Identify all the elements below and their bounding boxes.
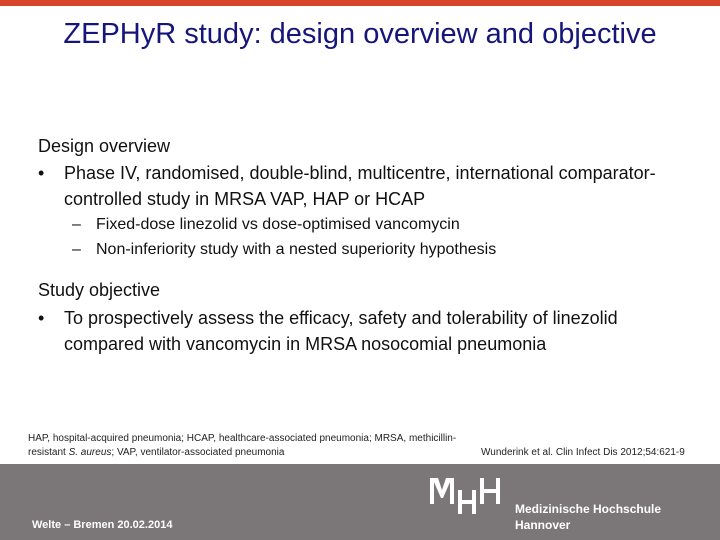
design-bullet (38, 160, 688, 212)
design-sub-item-text: Non-inferiority study with a nested superiority hypothesis (96, 241, 497, 258)
design-bullet-text: Phase IV, randomised, double-blind, multicentre, international comparator-controlled study in MRSA VAP, HAP or HCAP (64, 163, 656, 209)
dash-mark: – (72, 216, 81, 233)
objective-bullet-text: To prospectively assess the efficacy, safety and tolerability of linezolid compared with vancomycin in MRSA nosocomial pneumonia (64, 308, 618, 354)
study-objective-heading: Study objective (38, 280, 161, 300)
design-sub-item-text: Fixed-dose linezolid vs dose-optimised vancomycin (96, 216, 460, 233)
abbreviation-footnote (28, 432, 458, 460)
slide-title: ZEPHyR study: design overview and objective (63, 18, 657, 50)
reference-citation: Wunderink et al. Clin Infect Dis 2012;54:621-9 (481, 447, 685, 458)
institution-name-line1: Medizinische Hochschule (515, 502, 662, 516)
objective-bullet (38, 305, 688, 357)
institution-name-line2: Hannover (515, 518, 571, 532)
footnote-text-1: HAP, hospital-acquired pneumonia; HCAP, healthcare-associated pneumonia; MRSA, methicillin-resistant (28, 433, 457, 458)
bullet-mark: • (38, 308, 45, 328)
dash-mark: – (72, 241, 81, 258)
top-accent-bar (0, 0, 720, 6)
presenter-date: Welte – Bremen 20.02.2014 (32, 519, 173, 531)
mhh-logo-icon (428, 474, 506, 536)
bullet-mark: • (38, 163, 45, 183)
institution-name (515, 501, 661, 533)
design-sub-item (72, 240, 692, 260)
footnote-text-2: ; VAP, ventilator-associated pneumonia (111, 447, 285, 458)
footnote-italic: S. aureus (68, 447, 112, 458)
design-sub-item (72, 215, 692, 235)
design-overview-heading: Design overview (38, 136, 171, 156)
